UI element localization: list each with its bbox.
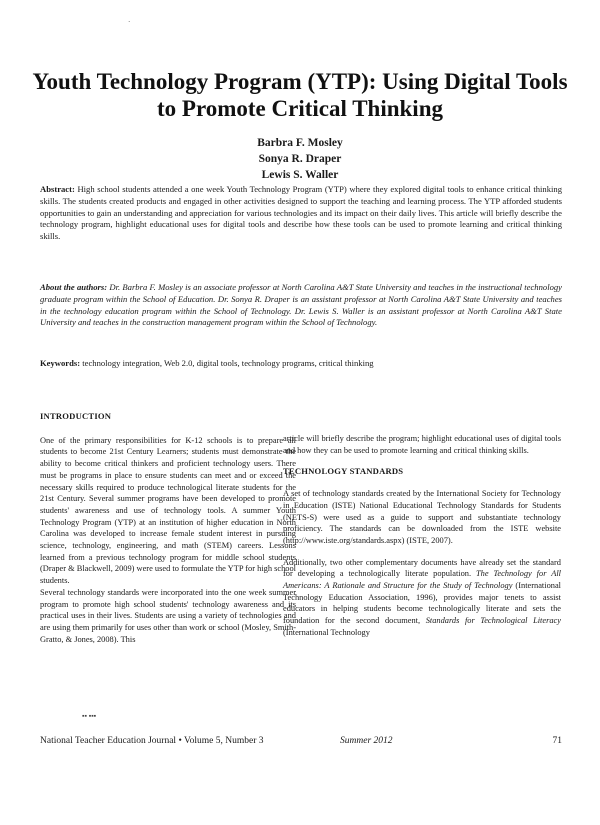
paragraph: A set of technology standards created by the International Society for Technology in Education (ISTE) National Educational Technology Standards for Students (NETS-S) were used as a guide to support and substantiate technology proficiency. The standards can be downloaded from the ISTE website (http://www.iste.org/standards.aspx) (ISTE, 2007).: [283, 489, 561, 545]
abstract-label: Abstract:: [40, 184, 75, 194]
footer-page-number: 71: [552, 736, 562, 746]
section-heading-introduction: INTRODUCTION: [40, 411, 112, 421]
about-authors-label: About the authors:: [40, 282, 108, 292]
footer-journal: National Teacher Education Journal • Volume 5, Number 3: [40, 736, 264, 746]
right-column: [283, 433, 561, 639]
left-column: [40, 411, 296, 645]
paper-title: Youth Technology Program (YTP): Using Digital Tools to Promote Critical Thinking: [32, 69, 568, 121]
paragraph: Several technology standards were incorporated into the one week summer program to promote high school students' technology awareness and its practical uses in their lives. Students are using a variety of technologies and are using them primarily for uses other than work or school (Mosley, Smith-Gratto, & Jones, 2008). This: [40, 587, 296, 644]
paragraph-text: Additionally, two other complementary documents have already set the standard for developing a technologically literate population.: [283, 557, 561, 579]
paragraph: article will briefly describe the program; highlight educational uses of digital tools and how they can be used to promote learning and critical thinking skills.: [283, 434, 561, 455]
section-heading-technology-standards: TECHNOLOGY STANDARDS: [283, 466, 404, 477]
cited-title: Standards for Technological Literacy: [425, 616, 561, 626]
author-name: Barbra F. Mosley: [257, 137, 343, 149]
keywords-text: technology integration, Web 2.0, digital tools, technology programs, critical thinking: [82, 358, 374, 368]
about-authors-text: Dr. Barbra F. Mosley is an associate professor at North Carolina A&T State University and teaches in the instructional technology graduate program within the School of Education. Dr. Sonya R. Draper is an assistant professor at North Carolina A&T State University and teaches in the technology education program within the School of Technology. Dr. Lewis S. Waller is an assistant professor at North Carolina A&T State University and teaches in the construction management program within the School of Technology.: [40, 282, 562, 328]
about-authors: [40, 282, 562, 329]
abstract: [40, 184, 562, 243]
author-name: Lewis S. Waller: [261, 169, 339, 181]
paragraph-text: (International Technology: [283, 627, 370, 637]
paragraph: One of the primary responsibilities for K-12 schools is to prepare all students to become 21st Century Learners; students must demonstrate the ability to become critical thinkers and proficient technology users. There must be programs in place to ensure students can meet and or exceed the necessary skills required to produce technological literate students for the 21st Century. Several summer programs have been developed to promote students' awareness and use of technology tools. A summer Youth Technology Program (YTP) at an institution of higher education in North Carolina was developed to increase female student interest in pursuing science, technology, engineering, and math (STEM) careers. Lessons learned from a previous technology program for middle school students (Draper & Blackwell, 2009) were used to formulate the YTP for high school students.: [40, 435, 296, 586]
keywords: [40, 358, 562, 370]
scan-artifact-mark: ▪▪ ▪▪▪: [82, 712, 97, 720]
abstract-text: High school students attended a one week Youth Technology Program (YTP) where they explored digital tools to enhance critical thinking skills. The students created products and engaged in other activities designed to support the teaching and learning process. The YTP afforded students opportunities to gain an understanding and appreciation for various technologies and its impact on their daily lives. This article will briefly describe the technology program, highlight educational uses for digital tools and describe how these tools can be used to promote learning and critical thinking skills.: [40, 184, 562, 242]
cited-title: The Technology for All Americans: A Rationale and Structure for the Study of Technology: [283, 569, 561, 591]
author-name: Sonya R. Draper: [258, 153, 342, 165]
scan-artifact-mark: ·: [128, 18, 131, 26]
keywords-label: Keywords:: [40, 358, 81, 368]
author-list: [0, 135, 600, 183]
paragraph-text: (International Technology Education Association, 1996), provides major tenets to assist educators in helping students become technologically literate and sets the foundation for the second document,: [283, 581, 562, 626]
paragraph: [283, 557, 561, 639]
footer-season: Summer 2012: [340, 736, 393, 746]
